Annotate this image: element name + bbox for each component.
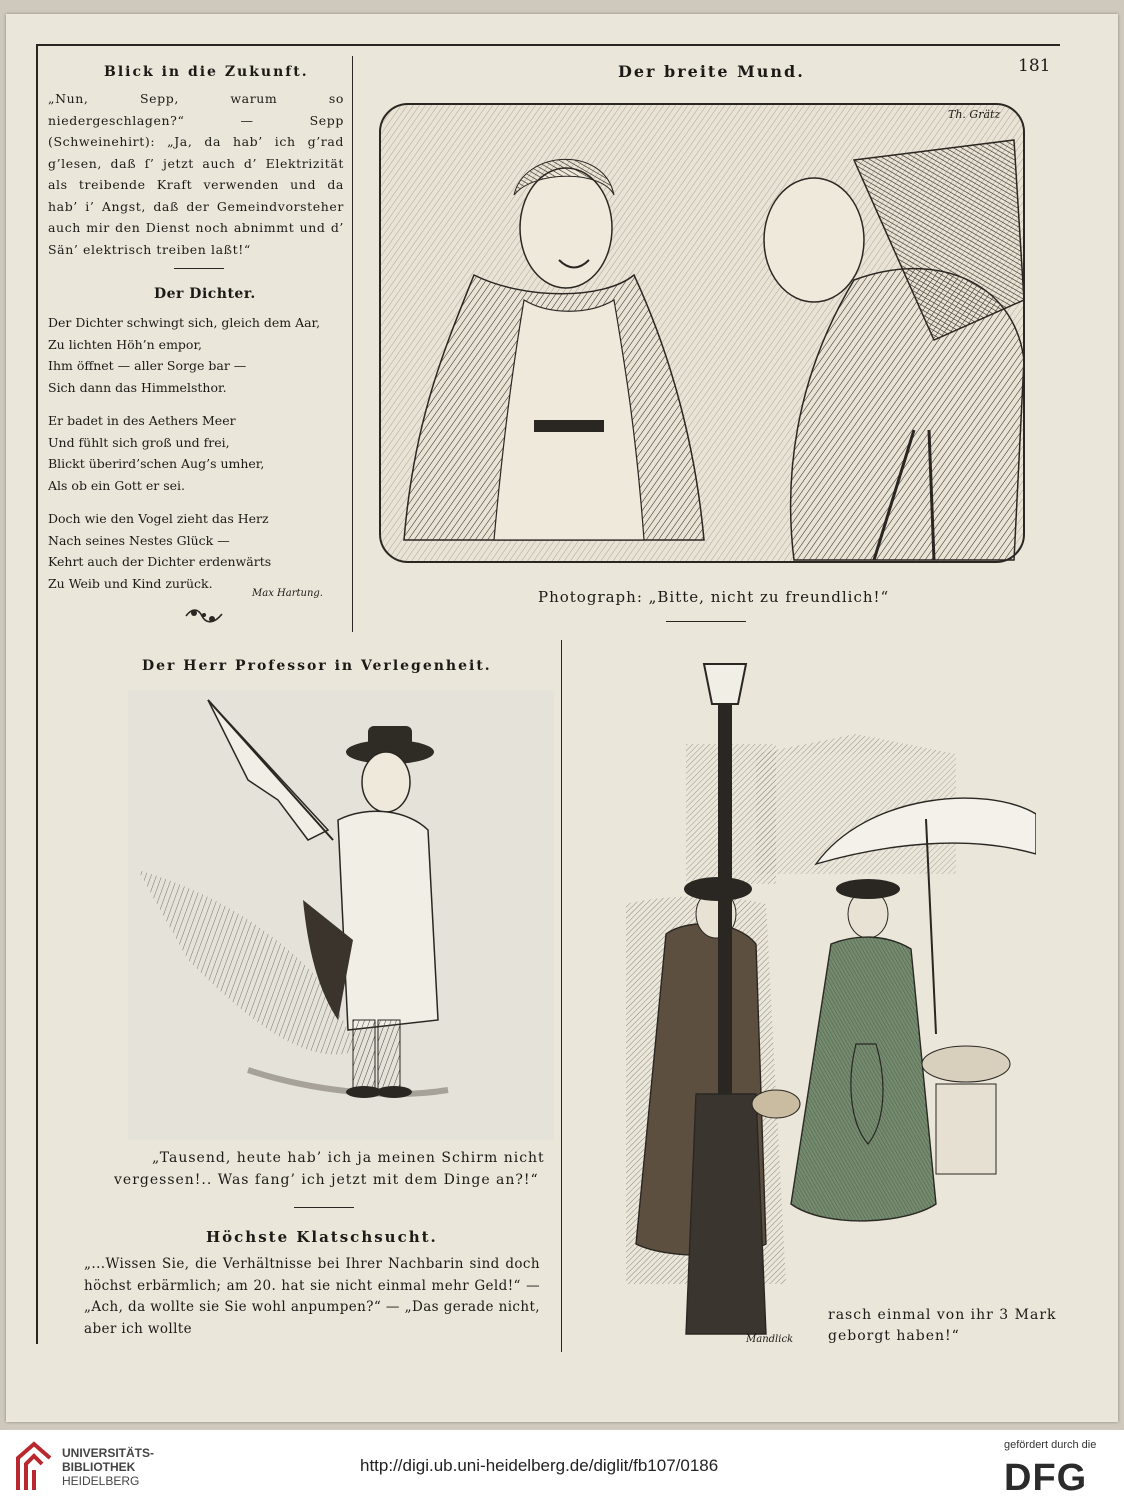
cartoon2-caption-line1: „Tausend, heute hab’ ich ja meinen Schirm nicht <box>152 1150 545 1166</box>
cartoon-title-professor: Der Herr Professor in Verlegenheit. <box>142 658 492 674</box>
illustration-professor <box>128 690 554 1140</box>
institution-line-1: UNIVERSITÄTS- <box>62 1446 155 1460</box>
poem-line: Zu Weib und Kind zurück. <box>48 575 213 591</box>
section-text-klatschsucht: „...Wissen Sie, die Verhältnisse bei Ihrer Nachbarin sind doch höchst erbärmlich; am 20. hat sie nicht einmal mehr Geld!“ — „Ach, da wollte sie Sie wohl anpumpen?“ — „Das gerade nicht, aber ich wollte <box>84 1256 540 1337</box>
funded-by-label: gefördert durch die <box>1004 1439 1097 1451</box>
section-divider-2 <box>666 621 746 622</box>
digitization-footer <box>0 1430 1124 1509</box>
cartoon-title-breite-mund: Der breite Mund. <box>618 62 805 81</box>
frame-left-rule <box>36 44 38 1344</box>
institution-line-3: HEIDELBERG <box>62 1474 140 1488</box>
market-signature: Mandlick <box>746 1334 794 1345</box>
section-title-klatschsucht: Höchste Klatschsucht. <box>206 1228 438 1246</box>
poem-line: Und fühlt sich groß und frei, <box>48 434 230 450</box>
poem-stanza-3 <box>48 508 348 594</box>
column-divider-bottom <box>561 640 562 1352</box>
poem-line: Der Dichter schwingt sich, gleich dem Aar, <box>48 315 321 330</box>
poem-stanza-2 <box>48 410 348 496</box>
cartoon1-caption: Photograph: „Bitte, nicht zu freundlich!“ <box>538 588 890 606</box>
frame-top-rule <box>36 44 1060 46</box>
university-logo-icon <box>12 1440 56 1500</box>
poem-author: Max Hartung. <box>252 588 323 599</box>
dfg-logo: DFG <box>1004 1457 1088 1499</box>
page-number: 181 <box>1018 56 1051 76</box>
poem-stanza-1 <box>48 312 348 398</box>
column-divider-top <box>352 56 353 632</box>
magazine-page <box>6 14 1118 1422</box>
poem-line: Kehrt auch der Dichter erdenwärts <box>48 554 272 569</box>
permalink-url[interactable]: http://digi.ub.uni-heidelberg.de/diglit/fb107/0186 <box>360 1456 719 1475</box>
poem-line: Nach seines Nestes Glück — <box>48 532 230 548</box>
poem-body <box>48 312 348 606</box>
cartoon2-caption-line2: vergessen!.. Was fang’ ich jetzt mit dem Dinge an?!“ <box>114 1172 539 1188</box>
poem-line: Sich dann das Himmelsthor. <box>48 379 227 395</box>
section-divider-3 <box>294 1207 354 1208</box>
section-text-blick: „Nun, Sepp, warum so niedergeschlagen?“ — Sepp (Schweinehirt): „Ja, da hab’ ich g’rad g’lesen, daß ſ’ jetzt auch d’ Elektrizität als treibende Kraft verwenden und da hab’ i’ Angst, daß der Gemeindvorsteher auch mir den Dienst noch abnimmt und d’ Sän’ elektrisch treiben laßt!“ <box>48 91 344 257</box>
klatschsucht-continuation-line1: rasch einmal von ihr 3 Mark <box>828 1307 1057 1323</box>
poem-line: Als ob ein Gott er sei. <box>48 477 185 493</box>
poem-title: Der Dichter. <box>154 286 256 302</box>
poem-line: Ihm öffnet — aller Sorge bar — <box>48 358 247 373</box>
poem-line: Doch wie den Vogel zieht das Herz <box>48 511 269 526</box>
illustration-market-scene <box>606 644 1036 1342</box>
poem-line: Zu lichten Höh’n empor, <box>48 336 203 352</box>
institution-line-2: BIBLIOTHEK <box>62 1460 136 1474</box>
institution-name <box>62 1446 154 1488</box>
klatschsucht-continuation-line2: geborgt haben!“ <box>828 1328 960 1344</box>
section-title-blick: Blick in die Zukunft. <box>104 64 309 80</box>
illustration-photographer <box>374 100 1028 566</box>
poem-line: Er badet in des Aethers Meer <box>48 413 236 428</box>
ornament-flourish-icon <box>182 604 226 630</box>
section-divider-1 <box>174 268 224 269</box>
cartoon1-signature: Th. Grätz <box>948 108 1001 121</box>
poem-line: Blickt überird’schen Aug’s umher, <box>48 456 265 471</box>
